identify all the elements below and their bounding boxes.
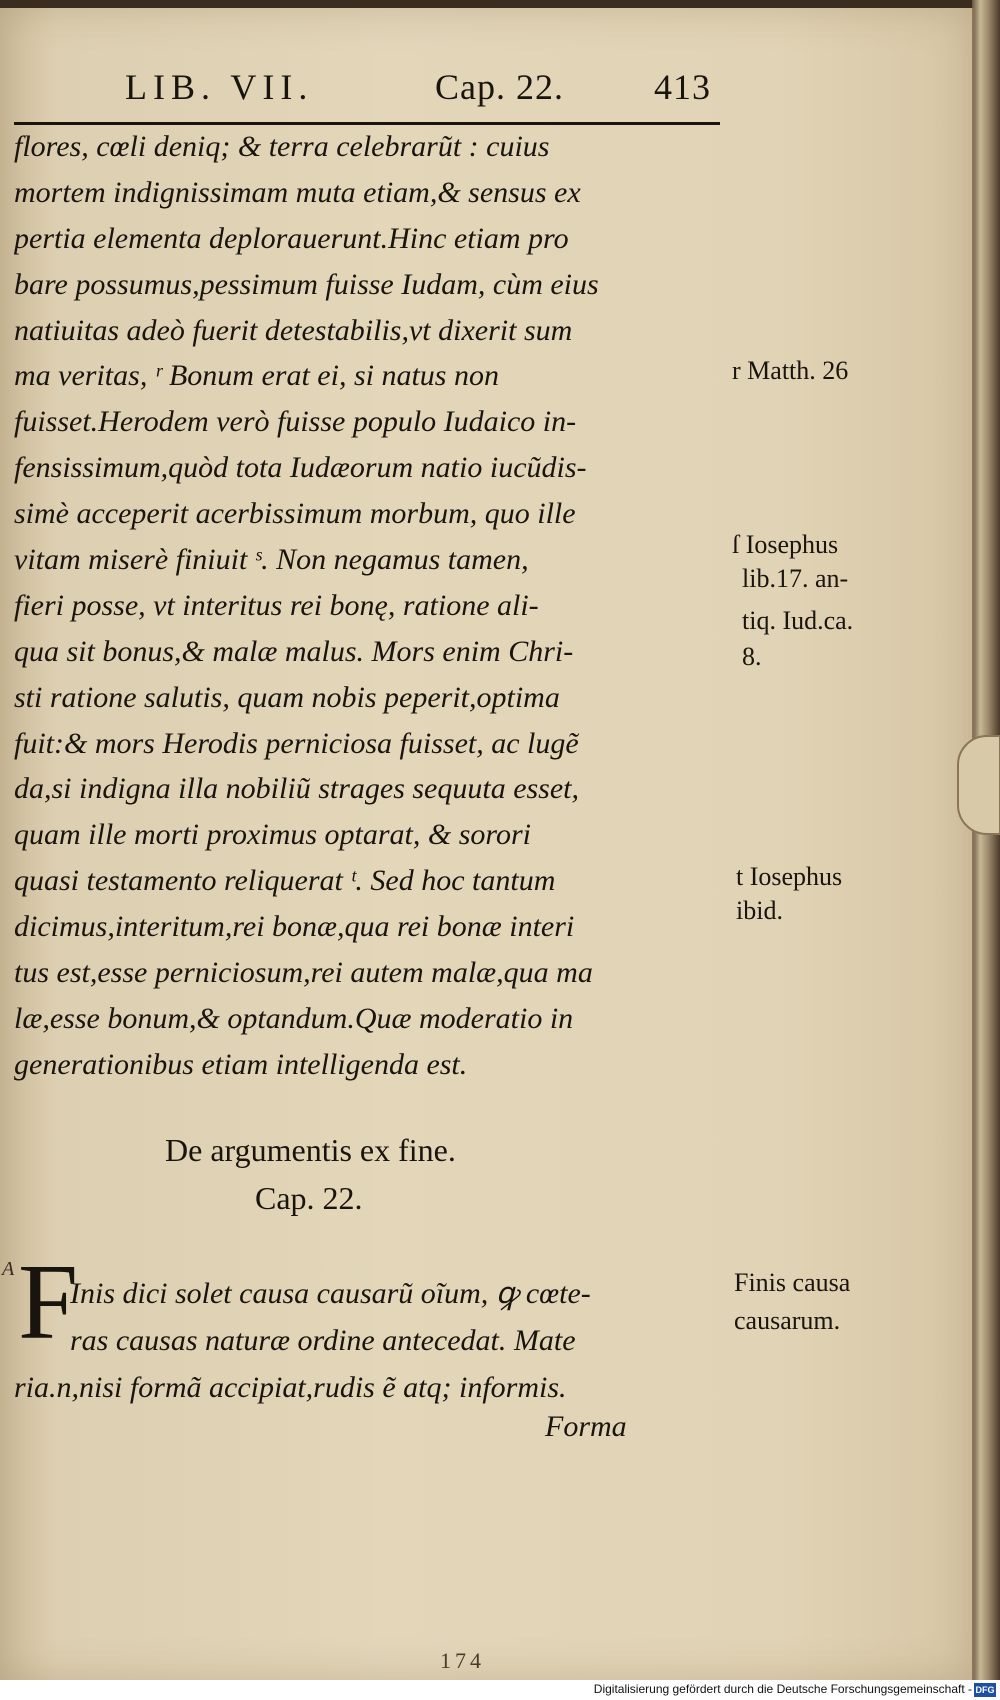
drop-capital: F <box>18 1243 79 1362</box>
text-line: fuit:& mors Herodis perniciosa fuisset, ac lugẽ <box>14 726 579 760</box>
text-line: quam ille morti proximus optarat, & sorori <box>14 818 531 852</box>
header-book: LIB. VII. <box>125 67 314 107</box>
text-line: quasi testamento reliquerat ᵗ. Sed hoc tantum <box>14 864 556 898</box>
margin-note-s-1: ſ Iosephus <box>732 530 839 559</box>
catchword: Forma <box>545 1410 627 1443</box>
text-line: dicimus,interitum,rei bonæ,qua rei bonæ interi <box>14 910 575 944</box>
margin-note-s-3: tiq. Iud.ca. <box>742 606 854 635</box>
text-line: tus est,esse perniciosum,rei autem malæ,qua ma <box>14 956 593 990</box>
margin-note-s-2: lib.17. an- <box>742 564 849 593</box>
section-chapter: Cap. 22. <box>255 1180 363 1216</box>
margin-note-r: r Matth. 26 <box>732 356 849 385</box>
text-line: da,si indigna illa nobiliũ strages sequuta esset, <box>14 772 580 806</box>
bottom-mark: 174 <box>440 1648 485 1673</box>
text-line: ras causas naturæ ordine antecedat. Mate <box>70 1324 576 1357</box>
page-clasp <box>957 735 1000 835</box>
text-line: ma veritas, ʳ Bonum erat ei, si natus non <box>14 359 499 393</box>
main-text-block <box>14 124 726 1088</box>
text-line: læ,esse bonum,& optandum.Quæ moderatio in <box>14 1001 574 1035</box>
margin-note-t-1: t Iosephus <box>736 862 843 891</box>
text-line: Inis dici solet causa causarũ oĩum, ꝙ cœte- <box>70 1277 591 1310</box>
page-number: 413 <box>654 67 711 107</box>
text-line: generationibus etiam intelligenda est. <box>14 1047 468 1081</box>
margin-note-finis-1: Finis causa <box>734 1268 851 1297</box>
text-line: bare possumus,pessimum fuisse Iudam, cùm eius <box>14 267 599 301</box>
running-header <box>125 66 715 118</box>
margin-note-finis-2: causarum. <box>734 1306 841 1335</box>
margin-note-s-4: 8. <box>742 642 762 671</box>
margin-mark: A <box>2 1258 15 1280</box>
text-line: flores, cœli deniq; & terra celebrarũt : cuius <box>14 130 550 163</box>
text-line: fensissimum,quòd tota Iudæorum natio iucũdis- <box>14 451 587 485</box>
text-line: fieri posse, vt interitus rei bonę, ratione ali- <box>14 588 539 622</box>
footer-credit: Digitalisierung gefördert durch die Deutsche Forschungsgemeinschaft - <box>593 1682 972 1696</box>
book-edge <box>972 0 1000 1700</box>
text-line: qua sit bonus,& malæ malus. Mors enim Chri- <box>14 634 574 668</box>
section-text-block <box>14 1270 730 1411</box>
text-line: natiuitas adeò fuerit detestabilis,vt dixerit sum <box>14 313 573 347</box>
dfg-logo: DFG <box>975 1685 995 1695</box>
section-title: De argumentis ex fine. <box>165 1132 456 1168</box>
text-line: vitam miserè finiuit ˢ. Non negamus tamen, <box>14 543 529 577</box>
text-line: fuisset.Herodem verò fuisse populo Iudaico in- <box>14 405 577 439</box>
text-line: sti ratione salutis, quam nobis peperit,optima <box>14 680 560 714</box>
text-line: ria.n,nisi formã accipiat,rudis ẽ atq; informis. <box>14 1371 567 1404</box>
text-line: mortem indignissimam muta etiam,& sensus ex <box>14 175 581 209</box>
margin-note-t-2: ibid. <box>736 896 783 925</box>
header-chapter: Cap. 22. <box>435 67 564 107</box>
text-line: simè acceperit acerbissimum morbum, quo ille <box>14 497 576 531</box>
book-page <box>0 8 974 1680</box>
text-line: pertia elementa deplorauerunt.Hinc etiam pro <box>14 221 569 255</box>
